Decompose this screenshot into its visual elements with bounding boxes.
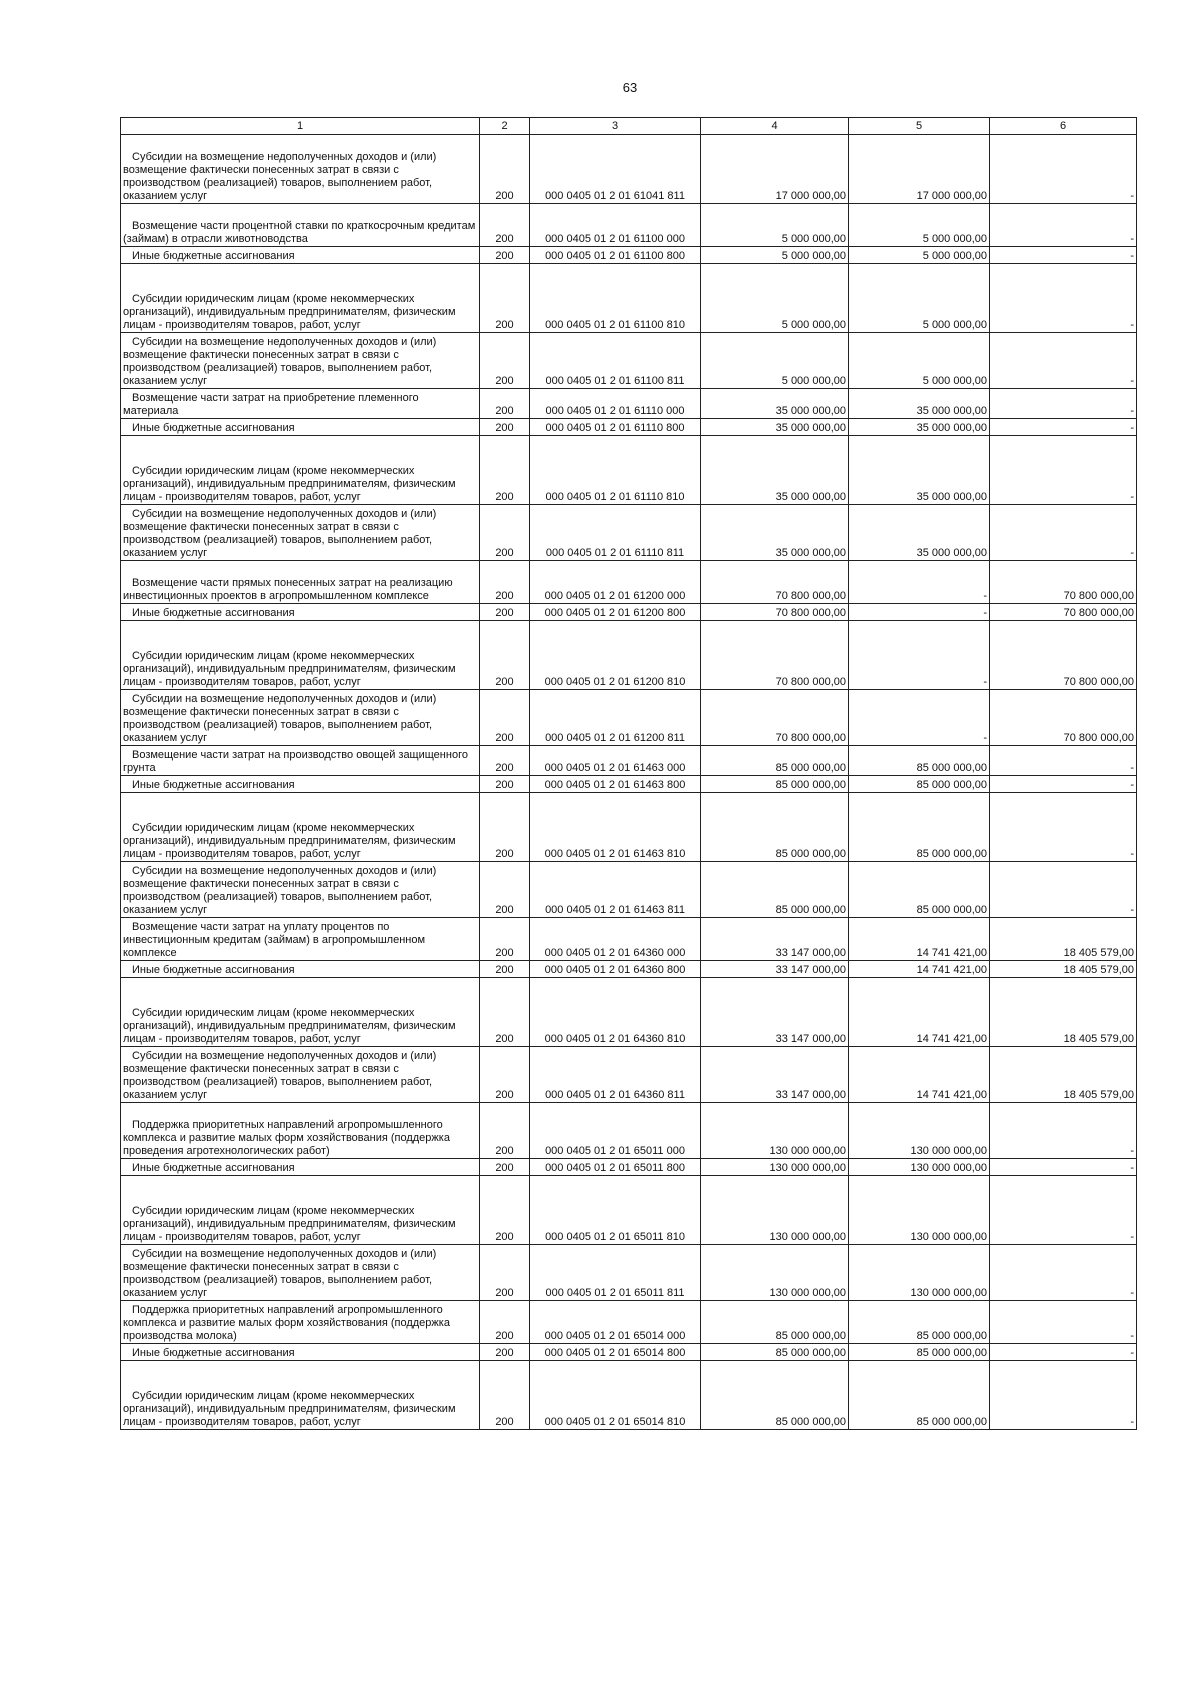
row-classifier: 000 0405 01 2 01 61463 000 bbox=[530, 746, 701, 776]
row-classifier: 000 0405 01 2 01 65011 800 bbox=[530, 1159, 701, 1176]
row-code: 200 bbox=[480, 389, 530, 419]
row-classifier: 000 0405 01 2 01 65011 000 bbox=[530, 1103, 701, 1159]
row-classifier: 000 0405 01 2 01 65014 800 bbox=[530, 1344, 701, 1361]
row-executed: - bbox=[849, 561, 990, 604]
row-classifier: 000 0405 01 2 01 64360 000 bbox=[530, 918, 701, 961]
row-code: 200 bbox=[480, 862, 530, 918]
table-row bbox=[121, 1159, 1137, 1176]
row-classifier: 000 0405 01 2 01 61041 811 bbox=[530, 135, 701, 204]
row-unexecuted: - bbox=[990, 1103, 1137, 1159]
table-row bbox=[121, 776, 1137, 793]
header-col-3: 3 bbox=[530, 118, 701, 135]
row-name: Иные бюджетные ассигнования bbox=[121, 1159, 480, 1176]
row-code: 200 bbox=[480, 690, 530, 746]
row-executed: 130 000 000,00 bbox=[849, 1103, 990, 1159]
header-row bbox=[121, 118, 1137, 135]
row-approved: 5 000 000,00 bbox=[701, 204, 849, 247]
row-approved: 35 000 000,00 bbox=[701, 389, 849, 419]
row-approved: 35 000 000,00 bbox=[701, 436, 849, 505]
row-name: Поддержка приоритетных направлений агропромышленного комплекса и развитие малых форм хозяйствования (поддержка производства молока) bbox=[121, 1301, 480, 1344]
row-name: Субсидии юридическим лицам (кроме некоммерческих организаций), индивидуальным предпринимателям, физическим лицам - производителям товаров, работ, услуг bbox=[121, 264, 480, 333]
row-executed: 85 000 000,00 bbox=[849, 793, 990, 862]
row-code: 200 bbox=[480, 1301, 530, 1344]
table-row bbox=[121, 978, 1137, 1047]
row-executed: 35 000 000,00 bbox=[849, 419, 990, 436]
row-code: 200 bbox=[480, 793, 530, 862]
row-unexecuted: 70 800 000,00 bbox=[990, 604, 1137, 621]
row-code: 200 bbox=[480, 1159, 530, 1176]
row-classifier: 000 0405 01 2 01 61200 800 bbox=[530, 604, 701, 621]
row-classifier: 000 0405 01 2 01 61463 810 bbox=[530, 793, 701, 862]
row-unexecuted: - bbox=[990, 204, 1137, 247]
row-approved: 130 000 000,00 bbox=[701, 1103, 849, 1159]
row-classifier: 000 0405 01 2 01 61100 800 bbox=[530, 247, 701, 264]
row-code: 200 bbox=[480, 1047, 530, 1103]
row-unexecuted: - bbox=[990, 746, 1137, 776]
row-classifier: 000 0405 01 2 01 61110 800 bbox=[530, 419, 701, 436]
row-approved: 5 000 000,00 bbox=[701, 333, 849, 389]
row-executed: 130 000 000,00 bbox=[849, 1176, 990, 1245]
row-code: 200 bbox=[480, 604, 530, 621]
row-unexecuted: - bbox=[990, 389, 1137, 419]
row-classifier: 000 0405 01 2 01 65014 810 bbox=[530, 1361, 701, 1430]
row-executed: 14 741 421,00 bbox=[849, 1047, 990, 1103]
row-approved: 5 000 000,00 bbox=[701, 247, 849, 264]
table-row bbox=[121, 862, 1137, 918]
table-row bbox=[121, 1047, 1137, 1103]
row-code: 200 bbox=[480, 1176, 530, 1245]
table-row bbox=[121, 690, 1137, 746]
row-unexecuted: 18 405 579,00 bbox=[990, 978, 1137, 1047]
row-classifier: 000 0405 01 2 01 64360 800 bbox=[530, 961, 701, 978]
row-executed: 35 000 000,00 bbox=[849, 389, 990, 419]
row-classifier: 000 0405 01 2 01 61100 810 bbox=[530, 264, 701, 333]
row-approved: 70 800 000,00 bbox=[701, 621, 849, 690]
row-name: Субсидии юридическим лицам (кроме некоммерческих организаций), индивидуальным предпринимателям, физическим лицам - производителям товаров, работ, услуг bbox=[121, 978, 480, 1047]
row-approved: 85 000 000,00 bbox=[701, 793, 849, 862]
row-name: Субсидии юридическим лицам (кроме некоммерческих организаций), индивидуальным предпринимателям, физическим лицам - производителям товаров, работ, услуг bbox=[121, 621, 480, 690]
row-name: Возмещение части затрат на уплату процентов по инвестиционным кредитам (займам) в агропромышленном комплексе bbox=[121, 918, 480, 961]
row-classifier: 000 0405 01 2 01 61200 811 bbox=[530, 690, 701, 746]
row-name: Возмещение части затрат на приобретение племенного материала bbox=[121, 389, 480, 419]
row-approved: 130 000 000,00 bbox=[701, 1176, 849, 1245]
row-approved: 17 000 000,00 bbox=[701, 135, 849, 204]
row-executed: - bbox=[849, 604, 990, 621]
row-code: 200 bbox=[480, 961, 530, 978]
row-approved: 130 000 000,00 bbox=[701, 1245, 849, 1301]
table-row bbox=[121, 1176, 1137, 1245]
row-executed: 85 000 000,00 bbox=[849, 746, 990, 776]
row-name: Иные бюджетные ассигнования bbox=[121, 1344, 480, 1361]
row-executed: 85 000 000,00 bbox=[849, 1361, 990, 1430]
row-classifier: 000 0405 01 2 01 64360 810 bbox=[530, 978, 701, 1047]
table-row bbox=[121, 419, 1137, 436]
row-executed: 14 741 421,00 bbox=[849, 978, 990, 1047]
row-unexecuted: - bbox=[990, 264, 1137, 333]
row-classifier: 000 0405 01 2 01 61110 810 bbox=[530, 436, 701, 505]
row-unexecuted: - bbox=[990, 505, 1137, 561]
header-col-2: 2 bbox=[480, 118, 530, 135]
row-executed: 35 000 000,00 bbox=[849, 505, 990, 561]
row-unexecuted: - bbox=[990, 1159, 1137, 1176]
row-unexecuted: - bbox=[990, 862, 1137, 918]
row-name: Иные бюджетные ассигнования bbox=[121, 961, 480, 978]
row-code: 200 bbox=[480, 264, 530, 333]
row-unexecuted: 70 800 000,00 bbox=[990, 621, 1137, 690]
row-executed: 130 000 000,00 bbox=[849, 1245, 990, 1301]
row-name: Иные бюджетные ассигнования bbox=[121, 247, 480, 264]
row-classifier: 000 0405 01 2 01 61110 000 bbox=[530, 389, 701, 419]
row-code: 200 bbox=[480, 135, 530, 204]
row-executed: 85 000 000,00 bbox=[849, 1344, 990, 1361]
table-row bbox=[121, 561, 1137, 604]
row-unexecuted: 18 405 579,00 bbox=[990, 1047, 1137, 1103]
row-executed: 85 000 000,00 bbox=[849, 862, 990, 918]
row-name: Субсидии юридическим лицам (кроме некоммерческих организаций), индивидуальным предпринимателям, физическим лицам - производителям товаров, работ, услуг bbox=[121, 1361, 480, 1430]
header-col-6: 6 bbox=[990, 118, 1137, 135]
row-unexecuted: 18 405 579,00 bbox=[990, 918, 1137, 961]
row-unexecuted: - bbox=[990, 793, 1137, 862]
row-approved: 5 000 000,00 bbox=[701, 264, 849, 333]
table-row bbox=[121, 918, 1137, 961]
row-name: Возмещение части затрат на производство овощей защищенного грунта bbox=[121, 746, 480, 776]
row-name: Возмещение части процентной ставки по краткосрочным кредитам (займам) в отрасли животноводства bbox=[121, 204, 480, 247]
row-code: 200 bbox=[480, 1103, 530, 1159]
row-approved: 70 800 000,00 bbox=[701, 604, 849, 621]
row-name: Иные бюджетные ассигнования bbox=[121, 776, 480, 793]
table-row bbox=[121, 793, 1137, 862]
row-name: Иные бюджетные ассигнования bbox=[121, 419, 480, 436]
row-executed: 5 000 000,00 bbox=[849, 247, 990, 264]
table-row bbox=[121, 1245, 1137, 1301]
row-approved: 130 000 000,00 bbox=[701, 1159, 849, 1176]
row-approved: 85 000 000,00 bbox=[701, 1301, 849, 1344]
row-unexecuted: - bbox=[990, 135, 1137, 204]
row-code: 200 bbox=[480, 978, 530, 1047]
row-executed: 14 741 421,00 bbox=[849, 918, 990, 961]
row-approved: 70 800 000,00 bbox=[701, 561, 849, 604]
table-row bbox=[121, 1103, 1137, 1159]
row-classifier: 000 0405 01 2 01 65011 811 bbox=[530, 1245, 701, 1301]
row-classifier: 000 0405 01 2 01 61100 811 bbox=[530, 333, 701, 389]
row-code: 200 bbox=[480, 1361, 530, 1430]
row-unexecuted: - bbox=[990, 419, 1137, 436]
row-approved: 33 147 000,00 bbox=[701, 918, 849, 961]
row-unexecuted: - bbox=[990, 1361, 1137, 1430]
row-unexecuted: - bbox=[990, 1245, 1137, 1301]
table-row bbox=[121, 505, 1137, 561]
row-executed: - bbox=[849, 621, 990, 690]
row-code: 200 bbox=[480, 247, 530, 264]
table-row bbox=[121, 204, 1137, 247]
row-name: Субсидии юридическим лицам (кроме некоммерческих организаций), индивидуальным предпринимателям, физическим лицам - производителям товаров, работ, услуг bbox=[121, 436, 480, 505]
header-col-4: 4 bbox=[701, 118, 849, 135]
row-executed: - bbox=[849, 690, 990, 746]
row-code: 200 bbox=[480, 746, 530, 776]
row-name: Поддержка приоритетных направлений агропромышленного комплекса и развитие малых форм хозяйствования (поддержка проведения агротехнологических работ) bbox=[121, 1103, 480, 1159]
row-name: Субсидии на возмещение недополученных доходов и (или) возмещение фактически понесенных затрат в связи с производством (реализацией) товаров, выполнением работ, оказанием услуг bbox=[121, 690, 480, 746]
row-classifier: 000 0405 01 2 01 64360 811 bbox=[530, 1047, 701, 1103]
row-approved: 35 000 000,00 bbox=[701, 419, 849, 436]
row-code: 200 bbox=[480, 204, 530, 247]
table-row bbox=[121, 247, 1137, 264]
row-unexecuted: 18 405 579,00 bbox=[990, 961, 1137, 978]
row-name: Субсидии на возмещение недополученных доходов и (или) возмещение фактически понесенных затрат в связи с производством (реализацией) товаров, выполнением работ, оказанием услуг bbox=[121, 505, 480, 561]
row-approved: 33 147 000,00 bbox=[701, 978, 849, 1047]
row-executed: 85 000 000,00 bbox=[849, 1301, 990, 1344]
row-name: Возмещение части прямых понесенных затрат на реализацию инвестиционных проектов в агропромышленном комплексе bbox=[121, 561, 480, 604]
row-approved: 85 000 000,00 bbox=[701, 1361, 849, 1430]
row-name: Субсидии на возмещение недополученных доходов и (или) возмещение фактически понесенных затрат в связи с производством (реализацией) товаров, выполнением работ, оказанием услуг bbox=[121, 862, 480, 918]
table-row bbox=[121, 1344, 1137, 1361]
table-row bbox=[121, 1301, 1137, 1344]
row-classifier: 000 0405 01 2 01 61463 800 bbox=[530, 776, 701, 793]
row-classifier: 000 0405 01 2 01 61100 000 bbox=[530, 204, 701, 247]
row-unexecuted: - bbox=[990, 1301, 1137, 1344]
row-approved: 33 147 000,00 bbox=[701, 961, 849, 978]
row-approved: 85 000 000,00 bbox=[701, 746, 849, 776]
row-approved: 85 000 000,00 bbox=[701, 776, 849, 793]
table-row bbox=[121, 135, 1137, 204]
row-code: 200 bbox=[480, 918, 530, 961]
table-row bbox=[121, 389, 1137, 419]
table-row bbox=[121, 961, 1137, 978]
row-unexecuted: - bbox=[990, 1176, 1137, 1245]
row-approved: 35 000 000,00 bbox=[701, 505, 849, 561]
row-approved: 85 000 000,00 bbox=[701, 1344, 849, 1361]
row-unexecuted: - bbox=[990, 1344, 1137, 1361]
table-row bbox=[121, 436, 1137, 505]
row-approved: 70 800 000,00 bbox=[701, 690, 849, 746]
row-name: Субсидии на возмещение недополученных доходов и (или) возмещение фактически понесенных затрат в связи с производством (реализацией) товаров, выполнением работ, оказанием услуг bbox=[121, 135, 480, 204]
row-unexecuted: - bbox=[990, 436, 1137, 505]
table-row bbox=[121, 1361, 1137, 1430]
row-name: Субсидии юридическим лицам (кроме некоммерческих организаций), индивидуальным предпринимателям, физическим лицам - производителям товаров, работ, услуг bbox=[121, 793, 480, 862]
row-approved: 33 147 000,00 bbox=[701, 1047, 849, 1103]
row-code: 200 bbox=[480, 505, 530, 561]
row-executed: 130 000 000,00 bbox=[849, 1159, 990, 1176]
page-number: 63 bbox=[622, 80, 638, 95]
row-code: 200 bbox=[480, 776, 530, 793]
row-code: 200 bbox=[480, 621, 530, 690]
row-executed: 5 000 000,00 bbox=[849, 204, 990, 247]
row-classifier: 000 0405 01 2 01 61463 811 bbox=[530, 862, 701, 918]
table-row bbox=[121, 604, 1137, 621]
row-name: Иные бюджетные ассигнования bbox=[121, 604, 480, 621]
row-classifier: 000 0405 01 2 01 65014 000 bbox=[530, 1301, 701, 1344]
row-executed: 17 000 000,00 bbox=[849, 135, 990, 204]
budget-table bbox=[120, 117, 1137, 1430]
row-executed: 5 000 000,00 bbox=[849, 333, 990, 389]
row-executed: 85 000 000,00 bbox=[849, 776, 990, 793]
row-unexecuted: - bbox=[990, 333, 1137, 389]
row-name: Субсидии на возмещение недополученных доходов и (или) возмещение фактически понесенных затрат в связи с производством (реализацией) товаров, выполнением работ, оказанием услуг bbox=[121, 1245, 480, 1301]
row-unexecuted: 70 800 000,00 bbox=[990, 690, 1137, 746]
row-code: 200 bbox=[480, 1344, 530, 1361]
row-code: 200 bbox=[480, 1245, 530, 1301]
row-classifier: 000 0405 01 2 01 65011 810 bbox=[530, 1176, 701, 1245]
row-executed: 14 741 421,00 bbox=[849, 961, 990, 978]
table-row bbox=[121, 746, 1137, 776]
header-col-5: 5 bbox=[849, 118, 990, 135]
row-code: 200 bbox=[480, 561, 530, 604]
table-row bbox=[121, 333, 1137, 389]
header-col-1: 1 bbox=[121, 118, 480, 135]
table-row bbox=[121, 621, 1137, 690]
row-name: Субсидии юридическим лицам (кроме некоммерческих организаций), индивидуальным предпринимателям, физическим лицам - производителям товаров, работ, услуг bbox=[121, 1176, 480, 1245]
row-unexecuted: - bbox=[990, 247, 1137, 264]
row-classifier: 000 0405 01 2 01 61200 000 bbox=[530, 561, 701, 604]
row-executed: 35 000 000,00 bbox=[849, 436, 990, 505]
row-classifier: 000 0405 01 2 01 61200 810 bbox=[530, 621, 701, 690]
row-classifier: 000 0405 01 2 01 61110 811 bbox=[530, 505, 701, 561]
row-code: 200 bbox=[480, 419, 530, 436]
row-code: 200 bbox=[480, 333, 530, 389]
row-code: 200 bbox=[480, 436, 530, 505]
row-name: Субсидии на возмещение недополученных доходов и (или) возмещение фактически понесенных затрат в связи с производством (реализацией) товаров, выполнением работ, оказанием услуг bbox=[121, 1047, 480, 1103]
row-unexecuted: - bbox=[990, 776, 1137, 793]
table-row bbox=[121, 264, 1137, 333]
row-unexecuted: 70 800 000,00 bbox=[990, 561, 1137, 604]
row-executed: 5 000 000,00 bbox=[849, 264, 990, 333]
row-name: Субсидии на возмещение недополученных доходов и (или) возмещение фактически понесенных затрат в связи с производством (реализацией) товаров, выполнением работ, оказанием услуг bbox=[121, 333, 480, 389]
row-approved: 85 000 000,00 bbox=[701, 862, 849, 918]
